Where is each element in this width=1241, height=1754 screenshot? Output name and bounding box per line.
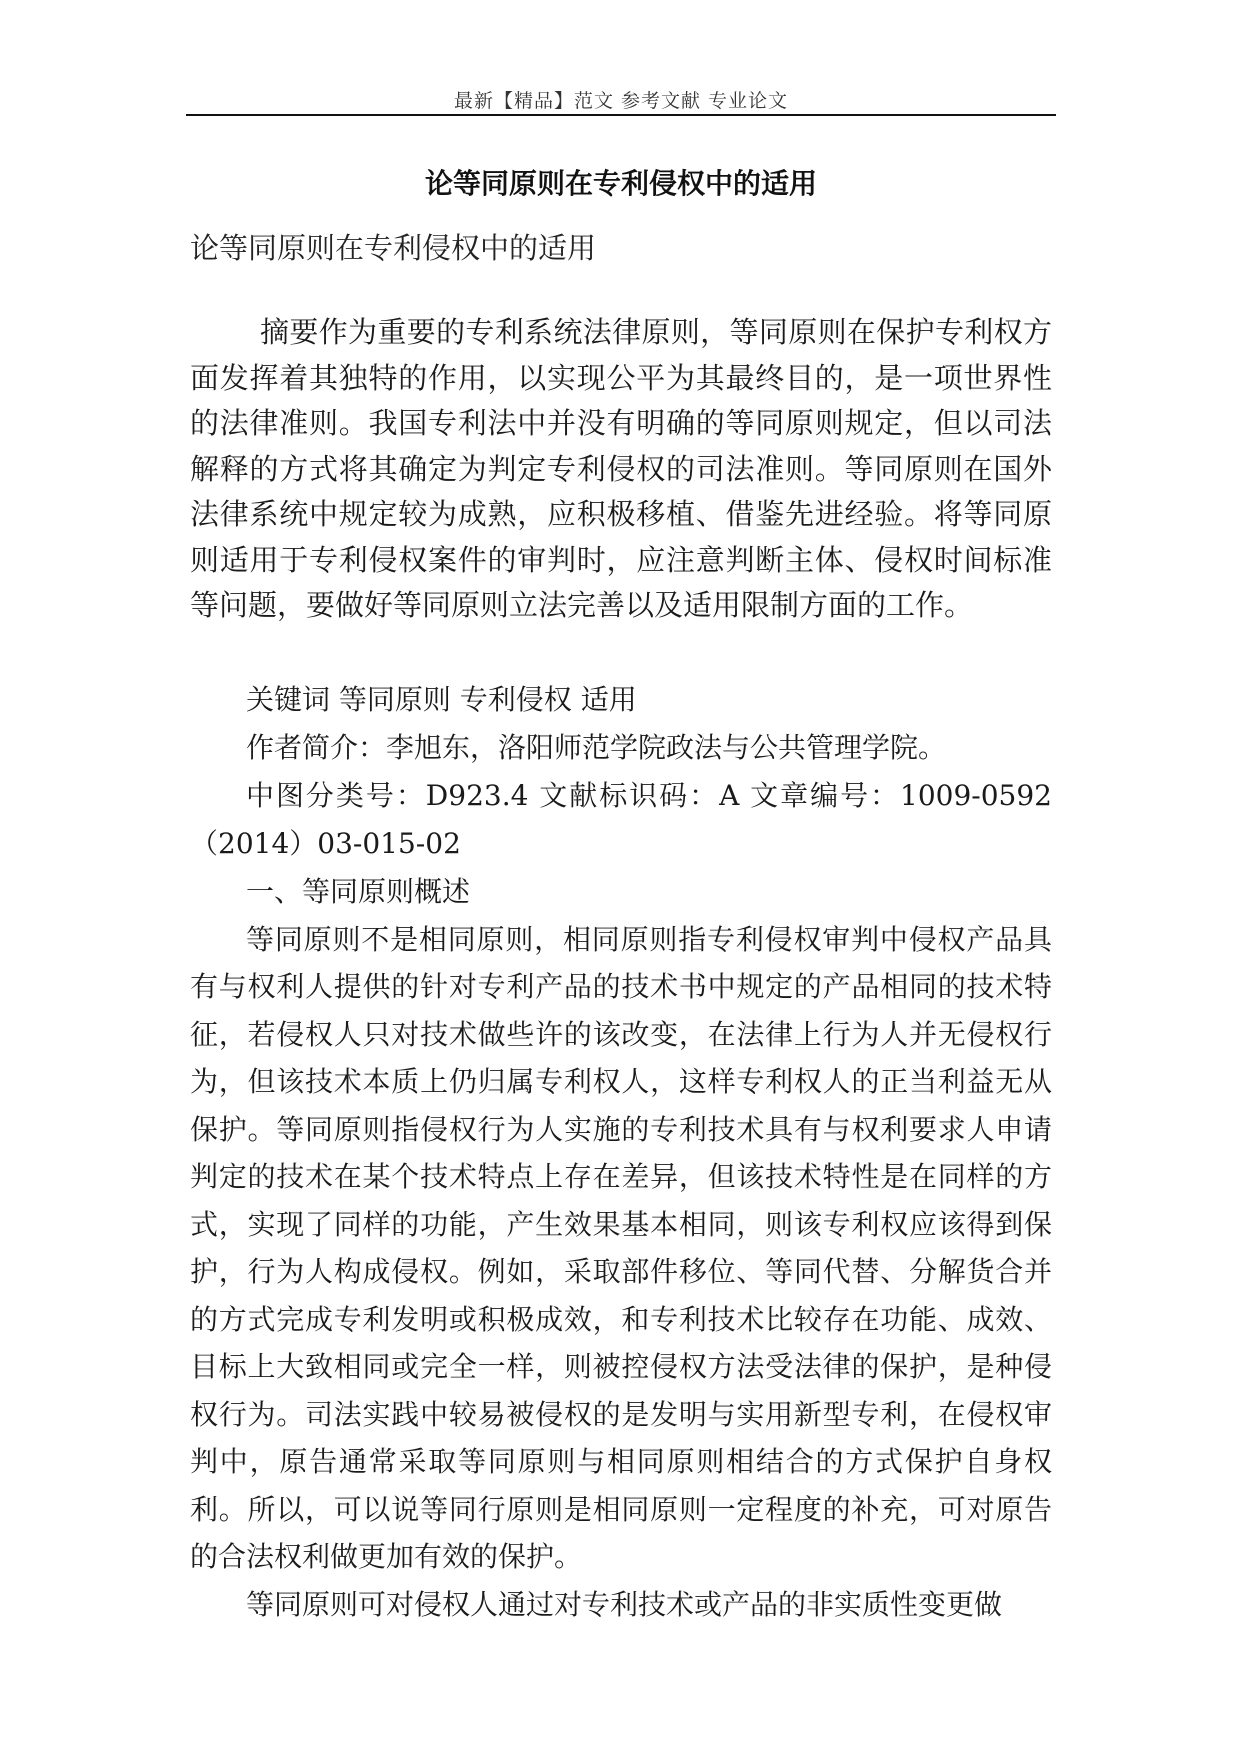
author-line: 作者简介：李旭东，洛阳师范学院政法与公共管理学院。: [246, 731, 947, 764]
section-1: [190, 868, 1052, 1628]
header-divider: [186, 114, 1056, 116]
section-1-paragraph-2: 等同原则可对侵权人通过对专利技术或产品的非实质性变更做: [246, 1587, 1003, 1621]
page-header: 最新【精品】范文 参考文献 专业论文: [453, 90, 789, 112]
document-title: 论等同原则在专利侵权中的适用: [424, 167, 817, 200]
article-metadata: [190, 676, 1052, 868]
section-1-heading: 一、等同原则概述: [246, 875, 471, 908]
classification-line: 中图分类号：D923.4 文献标识码：A 文章编号：1009-0592（2014）03-015-02: [190, 779, 1052, 860]
section-1-paragraph-1: 等同原则不是相同原则，相同原则指专利侵权审判中侵权产品具有与权利人提供的针对专利产品的技术书中规定的产品相同的技术特征，若侵权人只对技术做些许的该改变，在法律上行为人并无侵权行为，但该技术本质上仍归属专利权人，这样专利权人的正当利益无从保护。等同原则指侵权行为人实施的专利技术具有与权利要求人申请判定的技术在某个技术特点上存在差异，但该技术特性是在同样的方式，实现了同样的功能，产生效果基本相同，则该专利权应该得到保护，行为人构成侵权。例如，采取部件移位、等同代替、分解货合并的方式完成专利发明或积极成效，和专利技术比较存在功能、成效、目标上大致相同或完全一样，则被控侵权方法受法律的保护，是种侵权行为。司法实践中较易被侵权的是发明与实用新型专利，在侵权审判中，原告通常采取等同原则与相同原则相结合的方式保护自身权利。所以，可以说等同行原则是相同原则一定程度的补充，可对原告的合法权利做更加有效的保护。: [190, 922, 1052, 1573]
keywords-line: 关键词 等同原则 专利侵权 适用: [246, 683, 637, 716]
abstract-paragraph: 摘要作为重要的专利系统法律原则，等同原则在保护专利权方面发挥着其独特的作用，以实现公平为其最终目的，是一项世界性的法律准则。我国专利法中并没有明确的等同原则规定，但以司法解释的方式将其确定为判定专利侵权的司法准则。等同原则在国外法律系统中规定较为成熟，应积极移植、借鉴先进经验。将等同原则适用于专利侵权案件的审判时，应注意判断主体、侵权时间标准等问题，要做好等同原则立法完善以及适用限制方面的工作。: [190, 315, 1052, 622]
document-subtitle: 论等同原则在专利侵权中的适用: [190, 231, 597, 265]
